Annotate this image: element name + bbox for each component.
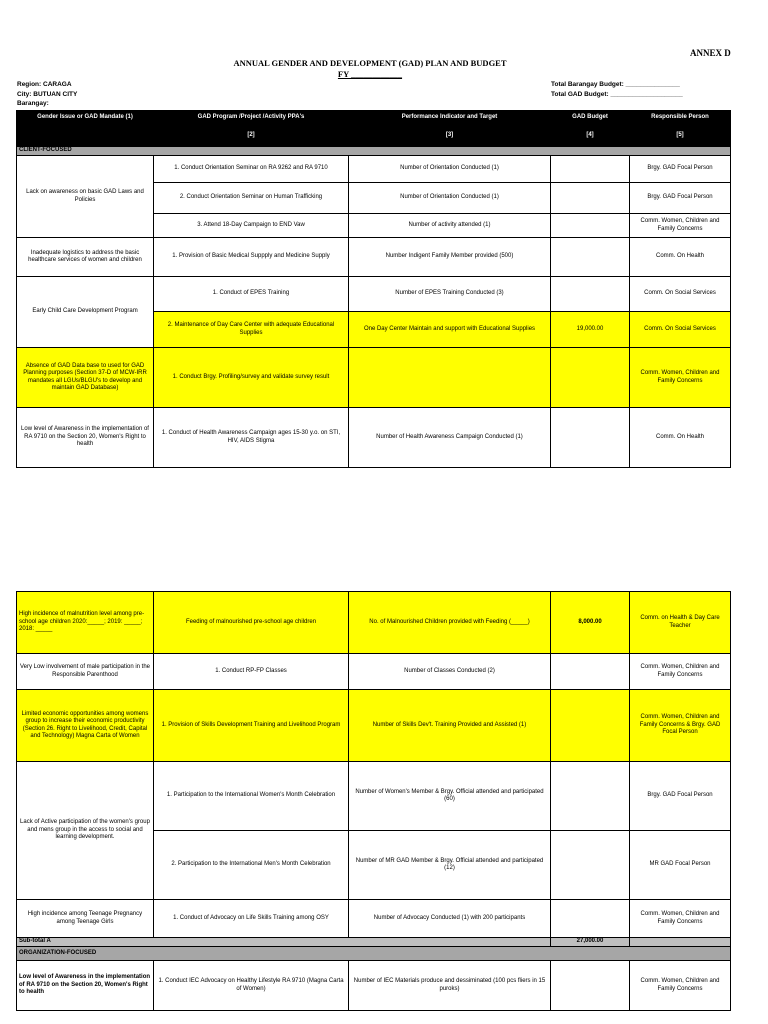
cell-issue: Absence of GAD Data base to used for GAD Planning purposes (Section 37-D of MCW-IRR mandates all LGUs/BLGU's to develop and maintain GAD Database) [17,348,154,408]
cell-indicator: Number of Health Awareness Campaign Conducted (1) [349,408,551,468]
cell-issue: Lack on awareness on basic GAD Laws and Policies [17,156,154,238]
cell-ppa: Feeding of malnourished pre-school age children [154,592,349,654]
cell-empty [630,938,731,947]
gad-plan-table-1 [16,110,731,468]
cell-indicator: Number of EPES Training Conducted (3) [349,277,551,312]
cell-budget [551,238,630,277]
table-row [17,592,731,654]
table-row [17,961,731,1011]
cell-budget [551,762,630,831]
cell-ppa: 1. Conduct Orientation Seminar on RA 9262 and RA 9710 [154,156,349,183]
table-row [17,156,731,183]
location-info [17,80,77,109]
subtotal-value: 27,000.00 [551,938,630,947]
table-row [17,238,731,277]
cell-person: Comm. On Health [630,408,731,468]
cell-ppa: 1. Participation to the International Women's Month Celebration [154,762,349,831]
cell-budget [551,156,630,183]
table-row [17,762,731,831]
header-indicator: Performance Indicator and Target [349,111,551,125]
cell-issue: Low level of Awareness in the implementation of RA 9710 on the Section 20, Women's Right to health [17,408,154,468]
cell-indicator: One Day Center Maintain and support with Educational Supplies [349,312,551,348]
cell-person: Comm. Women, Children and Family Concerns [630,961,731,1011]
cell-indicator: Number of Orientation Conducted (1) [349,156,551,183]
subtotal-label: Sub-total A [17,938,551,947]
cell-ppa: 2. Conduct Orientation Seminar on Human Trafficking [154,183,349,214]
budget-info [551,80,683,99]
cell-budget [551,961,630,1011]
cell-person: MR GAD Focal Person [630,831,731,900]
cell-indicator: Number of activity attended (1) [349,214,551,238]
table-row [17,408,731,468]
cell-ppa: 1. Conduct of Health Awareness Campaign ages 15-30 y.o. on STI, HIV, AIDS Stigma [154,408,349,468]
cell-issue: Early Child Care Development Program [17,277,154,348]
table-row [17,900,731,938]
cell-person: Brgy. GAD Focal Person [630,183,731,214]
cell-issue: Inadequate logistics to address the basic healthcare services of women and children [17,238,154,277]
cell-issue: Lack of Active participation of the women's group and mens group in the access to social and learning development. [17,762,154,900]
cell-issue: Very Low involvement of male participation in the Responsible Parenthood [17,654,154,690]
header-responsible: Responsible Person [630,111,731,125]
page-title [200,58,540,80]
region-label: Region: CARAGA [17,81,72,88]
title-text: ANNUAL GENDER AND DEVELOPMENT (GAD) PLAN AND BUDGET [233,58,507,68]
cell-budget [551,831,630,900]
table-row [17,690,731,762]
cell-ppa: 3. Attend 18-Day Campaign to END Vaw [154,214,349,238]
cell-person: Brgy. GAD Focal Person [630,156,731,183]
header-num-2: [2] [154,125,349,147]
table-row [17,277,731,312]
cell-issue: Limited economic opportunities among womens group to increase their economic productivity (Section 26. Right to Livelihood, Credit, Capital and Technology) Magna Carta of Women [17,690,154,762]
cell-issue: Low level of Awareness in the implementation of RA 9710 on the Section 20, Women's Right to health [17,961,154,1011]
section-organization-focused: ORGANIZATION-FOCUSED [17,947,731,961]
gad-plan-table-2 [16,591,731,1011]
header-ppa: GAD Program /Project /Activity PPA's [154,111,349,125]
header-num-1 [17,125,154,147]
cell-person: Brgy. GAD Focal Person [630,762,731,831]
cell-budget [551,408,630,468]
cell-person: Comm. on Health & Day Care Teacher [630,592,731,654]
cell-indicator: Number of Advocacy Conducted (1) with 200 participants [349,900,551,938]
cell-ppa: 1. Conduct IEC Advocacy on Healthy Lifestyle RA 9710 (Magna Carta of Women) [154,961,349,1011]
cell-ppa: 2. Participation to the International Men's Month Celebration [154,831,349,900]
barangay-label: Barangay: [17,100,49,107]
cell-indicator: Number of IEC Materials produce and dessiminated (100 pcs fliers in 15 puroks) [349,961,551,1011]
header-gender-issue: Gender Issue or GAD Mandate (1) [17,111,154,125]
cell-issue: High incidence among Teenage Pregnancy among Teenage Girls [17,900,154,938]
cell-ppa: 1. Conduct of EPES Training [154,277,349,312]
cell-ppa: 1. Conduct of Advocacy on Life Skills Training among OSY [154,900,349,938]
cell-person: Comm. On Social Services [630,277,731,312]
cell-indicator [349,348,551,408]
cell-person: Comm. On Health [630,238,731,277]
cell-budget [551,183,630,214]
total-gad-budget: Total GAD Budget: ____________________ [551,90,683,98]
cell-indicator: Number of MR GAD Member & Brgy. Official attended and participated (12) [349,831,551,900]
cell-indicator: Number Indigent Family Member provided (500) [349,238,551,277]
cell-person: Comm. Women, Children and Family Concerns & Brgy. GAD Focal Person [630,690,731,762]
cell-ppa: 2. Maintenance of Day Care Center with adequate Educational Supplies [154,312,349,348]
cell-issue: High incidence of malnutrition level among pre-school age children 2020:_____; 2019: _____; 2018: _____ [17,592,154,654]
cell-person: Comm. Women, Children and Family Concerns [630,900,731,938]
cell-budget [551,690,630,762]
cell-budget [551,900,630,938]
cell-budget [551,654,630,690]
header-num-4: [4] [551,125,630,147]
cell-person: Comm. Women, Children and Family Concerns [630,654,731,690]
cell-budget: 8,000.00 [551,592,630,654]
subtotal-row [17,938,731,947]
cell-budget [551,348,630,408]
cell-person: Comm. Women, Children and Family Concerns [630,348,731,408]
cell-indicator: Number of Skills Dev't. Training Provided and Assisted (1) [349,690,551,762]
fiscal-year: FY ____________ [337,69,403,79]
cell-indicator: Number of Women's Member & Brgy. Official attended and participated (60) [349,762,551,831]
cell-ppa: 1. Conduct RP-FP Classes [154,654,349,690]
cell-indicator: Number of Classes Conducted (2) [349,654,551,690]
cell-indicator: No. of Malnourished Children provided with Feeding (_____) [349,592,551,654]
cell-person: Comm. Women, Children and Family Concerns [630,214,731,238]
cell-ppa: 1. Provision of Skills Development Training and Livelihood Program [154,690,349,762]
section-client-focused: CLIENT-FOCUSED [17,147,731,156]
annex-label: ANNEX D [690,48,731,58]
cell-budget [551,277,630,312]
header-budget: GAD Budget [551,111,630,125]
cell-ppa: 1. Conduct Brgy. Profiling/survey and validate survey result [154,348,349,408]
cell-budget: 19,000.00 [551,312,630,348]
cell-indicator: Number of Orientation Conducted (1) [349,183,551,214]
table-row [17,654,731,690]
cell-ppa: 1. Provision of Basic Medical Suppply and Medicine Supply [154,238,349,277]
header-num-5: [5] [630,125,731,147]
header-num-3: [3] [349,125,551,147]
cell-budget [551,214,630,238]
table-row [17,348,731,408]
cell-person: Comm. On Social Services [630,312,731,348]
total-barangay-budget: Total Barangay Budget: _______________ [551,81,680,88]
city-label: City: BUTUAN CITY [17,90,78,98]
